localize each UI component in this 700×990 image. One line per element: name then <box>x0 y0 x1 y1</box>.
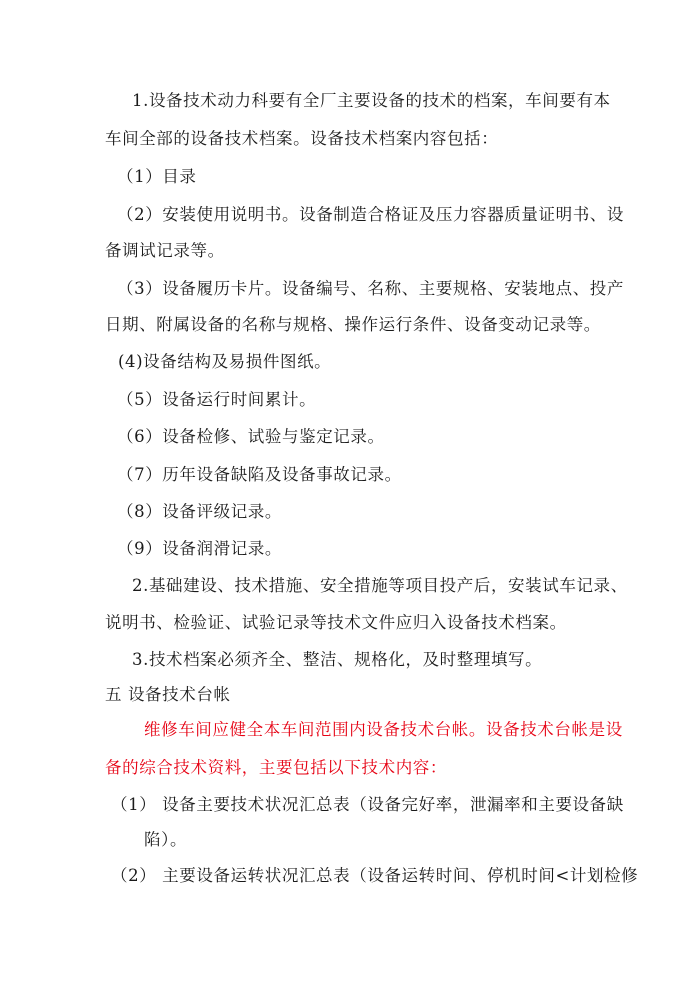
highlighted-paragraph-line-1: 维修车间应健全本车间范围内设备技术台帐。设备技术台帐是设 <box>144 720 623 739</box>
list-item-1: （1）目录 <box>117 167 197 186</box>
list-item-8: （8）设备评级记录。 <box>117 502 282 521</box>
list-item-2-line-2: 备调试记录等。 <box>105 241 225 260</box>
ledger-item-1-line-2: 陷）。 <box>144 830 188 849</box>
list-item-6: （6）设备检修、试验与鉴定记录。 <box>117 427 385 446</box>
paragraph-2-line-1: 2.基础建设、技术措施、安全措施等项目投产后，安装试车记录、 <box>132 576 628 595</box>
list-item-3-line-2: 日期、附属设备的名称与规格、操作运行条件、设备变动记录等。 <box>105 315 601 334</box>
section-heading: 五 设备技术台帐 <box>105 685 231 704</box>
list-item-4: (4)设备结构及易损件图纸。 <box>118 352 332 371</box>
highlighted-paragraph-line-2: 备的综合技术资料，主要包括以下技术内容： <box>105 758 447 777</box>
list-item-9: （9）设备润滑记录。 <box>117 539 282 558</box>
list-item-7: （7）历年设备缺陷及设备事故记录。 <box>117 465 402 484</box>
ledger-item-2-line-1: （2） 主要设备运转状况汇总表（设备运转时间、停机时间<计划检修 <box>111 866 639 885</box>
paragraph-1-line-1: 1.设备技术动力科要有全厂主要设备的技术的档案，车间要有本 <box>132 91 611 110</box>
list-item-3-line-1: （3）设备履历卡片。设备编号、名称、主要规格、安装地点、投产 <box>117 279 624 298</box>
paragraph-2-line-2: 说明书、检验证、试验记录等技术文件应归入设备技术档案。 <box>105 613 567 632</box>
paragraph-1-line-2: 车间全部的设备技术档案。设备技术档案内容包括： <box>105 129 499 148</box>
list-item-2-line-1: （2）安装使用说明书。设备制造合格证及压力容器质量证明书、设 <box>117 205 624 224</box>
paragraph-3: 3.技术档案必须齐全、整洁、规格化，及时整理填写。 <box>132 650 543 669</box>
list-item-5: （5）设备运行时间累计。 <box>117 390 317 409</box>
ledger-item-1-line-1: （1） 设备主要技术状况汇总表（设备完好率，泄漏率和主要设备缺 <box>111 795 624 814</box>
